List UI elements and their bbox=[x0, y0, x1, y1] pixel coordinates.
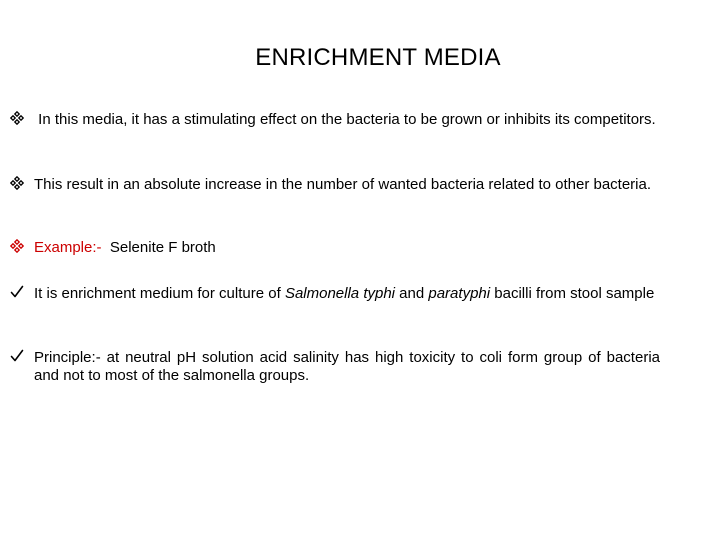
check-bullet-icon bbox=[10, 349, 28, 367]
species-name: paratyphi bbox=[428, 285, 491, 302]
text-segment: bacilli from stool sample bbox=[490, 285, 655, 302]
diamond-bullet-icon bbox=[10, 239, 28, 257]
check-bullet-icon bbox=[10, 285, 28, 303]
bullet-item bbox=[10, 111, 660, 129]
species-name: Salmonella typhi bbox=[284, 285, 395, 302]
diamond-bullet-icon bbox=[10, 176, 28, 194]
example-value: Selenite F broth bbox=[101, 239, 216, 256]
bullet-item-example bbox=[10, 239, 660, 257]
bullet-item bbox=[10, 176, 660, 194]
example-label: Example:- bbox=[34, 239, 102, 256]
text-segment: It is enrichment medium for culture of bbox=[34, 285, 285, 302]
bullet-item bbox=[10, 349, 660, 385]
bullet-text: In this media, it has a stimulating effect on the bacteria to be grown or inhibits its competitors. bbox=[34, 111, 656, 128]
slide-title: ENRICHMENT MEDIA bbox=[255, 44, 501, 71]
bullet-text: This result in an absolute increase in the number of wanted bacteria related to other bacteria. bbox=[34, 176, 652, 193]
bullet-text bbox=[34, 285, 660, 303]
diamond-bullet-icon bbox=[10, 111, 28, 129]
bullet-text bbox=[34, 239, 660, 257]
text-segment: and bbox=[395, 285, 429, 302]
bullet-item bbox=[10, 285, 660, 303]
bullet-text: Principle:- at neutral pH solution acid salinity has high toxicity to coli form group of bacteria and not to most of the salmonella groups. bbox=[34, 349, 660, 384]
